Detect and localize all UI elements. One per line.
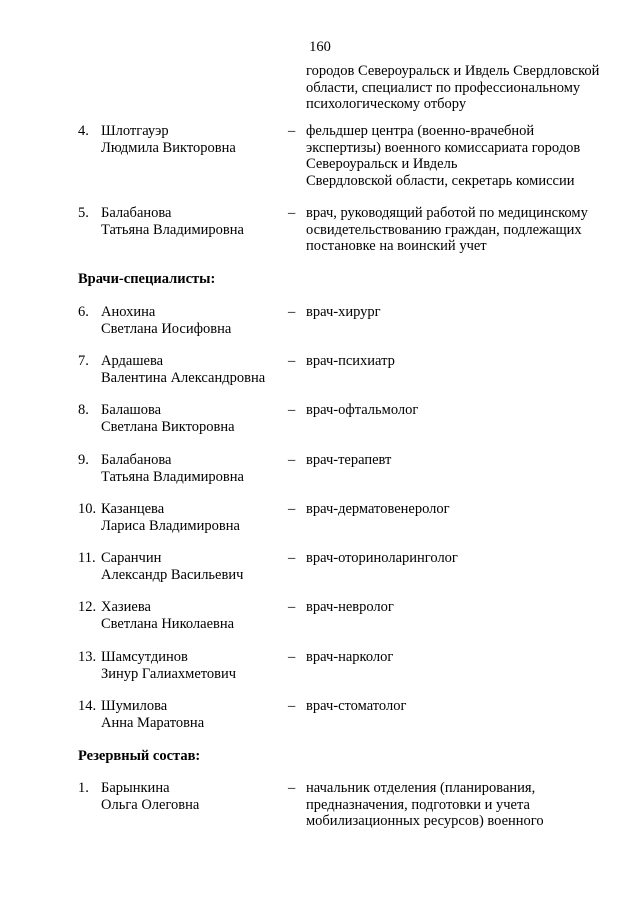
surname: Шамсутдинов	[101, 649, 188, 665]
dash-separator: –	[288, 353, 296, 369]
given-names: Анна Маратовна	[101, 714, 205, 731]
text-line: предназначения, подготовки и учета	[306, 796, 530, 813]
dash-separator: –	[288, 123, 296, 139]
surname: Ардашева	[101, 353, 164, 369]
given-names: Валентина Александровна	[101, 369, 266, 386]
entry-number: 4.	[78, 123, 89, 139]
member-name	[101, 452, 244, 485]
member-name	[101, 698, 204, 731]
surname: Шлотгауэр	[101, 123, 169, 139]
entry-number: 12.	[78, 599, 97, 615]
surname: Анохина	[101, 304, 156, 320]
entry-number: 8.	[78, 402, 89, 418]
dash-separator: –	[288, 698, 296, 714]
surname: Шумилова	[101, 698, 168, 714]
entry-number: 13.	[78, 649, 97, 665]
member-role	[306, 698, 406, 715]
member-name	[101, 780, 199, 813]
surname: Барынкина	[101, 780, 170, 796]
section-heading-reserve: Резервный состав:	[78, 748, 201, 764]
entry-number: 6.	[78, 304, 89, 320]
member-name	[101, 304, 231, 337]
member-name	[101, 501, 240, 534]
text-line: Свердловской области, секретарь комиссии	[306, 172, 575, 189]
entry-number: 7.	[78, 353, 89, 369]
dash-separator: –	[288, 649, 296, 665]
text-line: врач-хирург	[306, 304, 381, 320]
entry-number: 9.	[78, 452, 89, 468]
page-number: 160	[309, 39, 331, 55]
member-role	[306, 550, 458, 567]
member-name	[101, 402, 235, 435]
text-line: постановке на воинский учет	[306, 238, 487, 254]
text-line: фельдшер центра (военно-врачебной	[306, 123, 535, 139]
member-name	[101, 353, 265, 386]
member-name	[101, 123, 236, 156]
surname: Саранчин	[101, 550, 162, 566]
continuation-text	[306, 63, 599, 113]
text-line: освидетельствованию граждан, подлежащих	[306, 221, 582, 238]
entry-number: 5.	[78, 205, 89, 221]
member-role	[306, 501, 450, 518]
member-role	[306, 780, 544, 830]
dash-separator: –	[288, 550, 296, 566]
surname: Балабанова	[101, 205, 172, 221]
member-name	[101, 649, 236, 682]
text-line: врач-невролог	[306, 599, 394, 615]
member-role	[306, 402, 418, 419]
text-line: врач-терапевт	[306, 452, 392, 468]
surname: Казанцева	[101, 501, 165, 517]
surname: Балабанова	[101, 452, 172, 468]
given-names: Светлана Иосифовна	[101, 320, 232, 337]
entry-number: 10.	[78, 501, 97, 517]
given-names: Александр Васильевич	[101, 566, 244, 583]
member-role	[306, 304, 381, 321]
given-names: Ольга Олеговна	[101, 796, 200, 813]
member-role	[306, 353, 395, 370]
dash-separator: –	[288, 304, 296, 320]
text-line: врач-офтальмолог	[306, 402, 419, 418]
given-names: Светлана Викторовна	[101, 418, 235, 435]
text-line: врач-психиатр	[306, 353, 395, 369]
dash-separator: –	[288, 205, 296, 221]
entry-number: 1.	[78, 780, 89, 796]
text-line: врач-дерматовенеролог	[306, 501, 450, 517]
given-names: Светлана Николаевна	[101, 615, 235, 632]
text-line: области, специалист по профессиональному	[306, 79, 581, 96]
entry-number: 14.	[78, 698, 97, 714]
member-role	[306, 599, 394, 616]
member-name	[101, 550, 243, 583]
text-line: Североуральск и Ивдель	[306, 156, 458, 172]
given-names: Людмила Викторовна	[101, 139, 236, 156]
member-name	[101, 599, 234, 632]
text-line: врач-оториноларинголог	[306, 550, 458, 566]
dash-separator: –	[288, 599, 296, 615]
surname: Хазиева	[101, 599, 151, 615]
member-role	[306, 649, 393, 666]
dash-separator: –	[288, 402, 296, 418]
text-line: психологическому отбору	[306, 96, 467, 112]
text-line: городов Североуральск и Ивдель Свердловской	[306, 63, 600, 79]
member-role	[306, 123, 580, 189]
member-role	[306, 452, 391, 469]
entry-number: 11.	[78, 550, 96, 566]
member-name	[101, 205, 244, 238]
section-heading-specialists: Врачи-специалисты:	[78, 271, 216, 287]
text-line: экспертизы) военного комиссариата городов	[306, 139, 581, 156]
given-names: Зинур Галиахметович	[101, 665, 237, 682]
dash-separator: –	[288, 780, 296, 796]
member-role	[306, 205, 588, 255]
given-names: Татьяна Владимировна	[101, 468, 244, 485]
dash-separator: –	[288, 452, 296, 468]
text-line: врач, руководящий работой по медицинскому	[306, 205, 588, 221]
text-line: врач-стоматолог	[306, 698, 407, 714]
text-line: мобилизационных ресурсов) военного	[306, 813, 544, 829]
given-names: Татьяна Владимировна	[101, 221, 244, 238]
dash-separator: –	[288, 501, 296, 517]
given-names: Лариса Владимировна	[101, 517, 240, 534]
surname: Балашова	[101, 402, 162, 418]
text-line: начальник отделения (планирования,	[306, 780, 536, 796]
text-line: врач-нарколог	[306, 649, 394, 665]
